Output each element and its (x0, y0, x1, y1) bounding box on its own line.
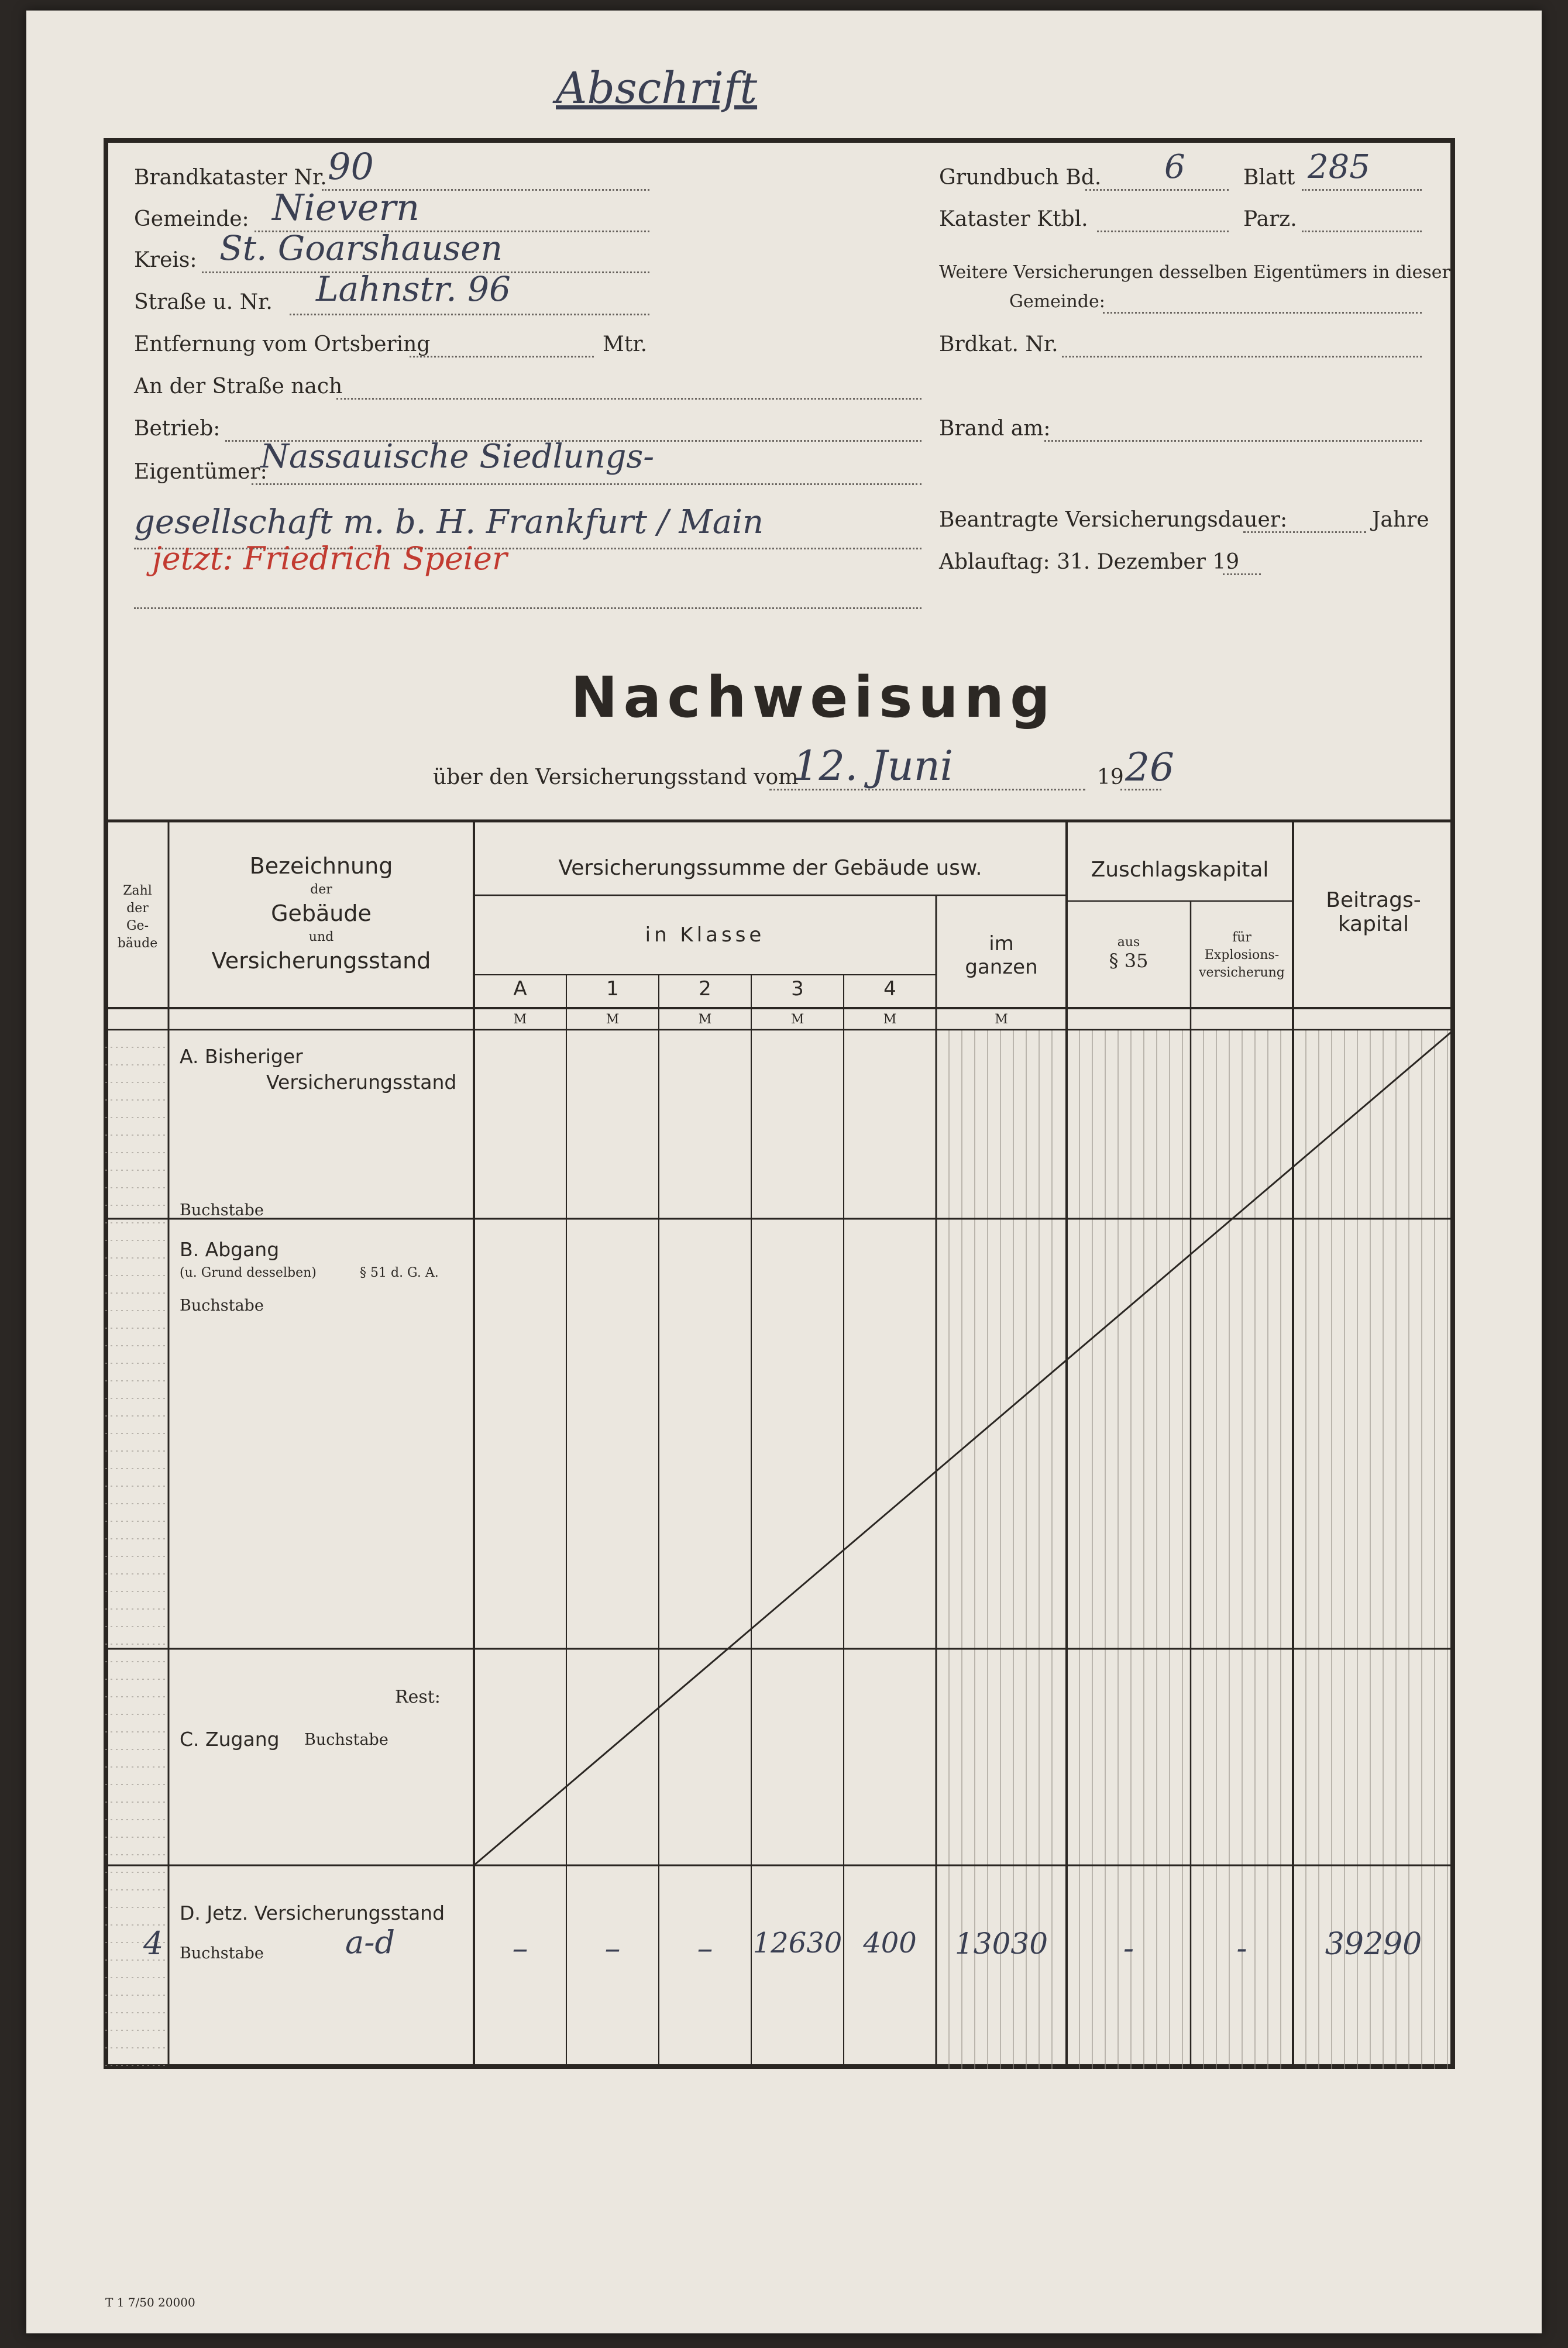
brdkat-label: Brdkat. Nr. (939, 332, 1058, 356)
table-grid (26, 11, 1542, 2333)
klasse-3: 3 (791, 977, 804, 1001)
row-d-beitrag: 39290 (1325, 1927, 1422, 1962)
unit-m-3: M (790, 1012, 804, 1027)
klasse-2: 2 (699, 977, 711, 1001)
aus-35-header: aus § 35 (1109, 935, 1149, 972)
dauer-unit: Jahre (1372, 508, 1429, 532)
unit-m-4: M (883, 1012, 897, 1027)
section-b-para: § 51 d. G. A. (360, 1266, 439, 1280)
dauer-label: Beantragte Versicherungsdauer: (939, 508, 1288, 532)
row-d-A: – (512, 1930, 528, 1967)
section-a-title: A. Bisheriger (180, 1045, 303, 1068)
row-d-k4: 400 (863, 1927, 917, 1959)
brand-label: Brand am: (939, 417, 1051, 441)
unit-m-A: M (513, 1012, 527, 1027)
eigentuemer-label: Eigentümer: (134, 460, 267, 484)
ablauf-label: Ablauftag: 31. Dezember 19 (939, 550, 1240, 574)
entfernung-unit: Mtr. (603, 332, 648, 356)
subtitle-prefix: über den Versicherungsstand vom (433, 765, 799, 789)
row-d-explosion: - (1236, 1930, 1247, 1967)
cancel-diagonal (474, 1030, 1454, 1865)
section-c-title: C. Zugang (180, 1728, 280, 1751)
row-d-k2: – (697, 1930, 713, 1967)
im-ganzen-header: im ganzen (965, 932, 1038, 979)
grundbuch-value: 6 (1164, 148, 1185, 186)
strasse-nach-label: An der Straße nach (134, 374, 343, 398)
section-b-title: B. Abgang (180, 1238, 280, 1261)
strasse-value: Lahnstr. 96 (316, 269, 511, 309)
parz-label: Parz. (1243, 207, 1297, 231)
section-b-buchstabe: Buchstabe (180, 1297, 264, 1315)
blatt-value: 285 (1308, 148, 1370, 186)
in-klasse-header: in Klasse (645, 923, 765, 947)
section-d-title: D. Jetz. Versicherungsstand (180, 1902, 445, 1924)
section-b-sub: (u. Grund desselben) (180, 1266, 317, 1280)
blatt-label: Blatt (1243, 166, 1295, 190)
subtitle-year: 26 (1125, 745, 1174, 790)
document-page (26, 11, 1542, 2333)
betrieb-label: Betrieb: (134, 417, 221, 441)
row-d-im-ganzen: 13030 (954, 1927, 1048, 1961)
weitere-line2: Gemeinde: (1009, 291, 1105, 312)
abschrift-stamp: Abschrift (556, 63, 758, 114)
zuschlagskapital-header: Zuschlagskapital (1091, 858, 1269, 882)
row-d-buchstabe: a-d (345, 1924, 396, 1961)
klasse-4: 4 (883, 977, 896, 1001)
gemeinde-label: Gemeinde: (134, 207, 249, 231)
unit-m-2: M (698, 1012, 712, 1027)
col-zahl-header: Zahl der Ge- bäude (117, 883, 158, 951)
brandkataster-value: 90 (328, 145, 374, 188)
explosion-header: für Explosions- versicherung (1199, 930, 1285, 980)
row-d-k1: – (604, 1930, 621, 1967)
strasse-label: Straße u. Nr. (134, 290, 273, 314)
eigentuemer-line3: jetzt: Friedrich Speier (152, 540, 507, 577)
subtitle-date: 12. Juni (793, 742, 954, 790)
brandkataster-label: Brandkataster Nr. (134, 166, 327, 190)
kreis-label: Kreis: (134, 248, 197, 272)
row-d-zahl: 4 (143, 1925, 164, 1962)
section-a-title2: Versicherungsstand (266, 1071, 457, 1094)
section-a-buchstabe: Buchstabe (180, 1201, 264, 1219)
unit-m-ganzen: M (995, 1012, 1008, 1027)
versicherungssumme-header: Versicherungssumme der Gebäude usw. (558, 856, 982, 880)
section-c-buchstabe: Buchstabe (304, 1731, 388, 1749)
row-d-k3: 12630 (752, 1927, 843, 1959)
document-title: Nachweisung (570, 665, 1056, 730)
footer-print-code: T 1 7/50 20000 (105, 2295, 195, 2309)
grundbuch-label: Grundbuch Bd. (939, 166, 1102, 190)
subtitle-year-prefix: 19 (1097, 765, 1124, 789)
row-d-aus35: - (1123, 1930, 1134, 1967)
kataster-label: Kataster Ktbl. (939, 207, 1088, 231)
section-d-buchstabe: Buchstabe (180, 1944, 264, 1962)
gemeinde-value: Nievern (272, 186, 420, 229)
entfernung-label: Entfernung vom Ortsbering (134, 332, 431, 356)
unit-m-1: M (606, 1012, 620, 1027)
klasse-A: A (513, 977, 527, 1001)
eigentuemer-line2: gesellschaft m. b. H. Frankfurt / Main (134, 503, 764, 541)
eigentuemer-line1: Nassauische Siedlungs- (260, 438, 655, 476)
beitragskapital-header: Beitrags- kapital (1326, 888, 1421, 936)
section-b-rest: Rest: (395, 1687, 441, 1707)
klasse-1: 1 (606, 977, 619, 1001)
weitere-line1: Weitere Versicherungen desselben Eigentümers in dieser (939, 262, 1450, 283)
col-bezeichnung-header: Bezeichnung der Gebäude und Versicherungsstand (211, 853, 431, 974)
kreis-value: St. Goarshausen (219, 228, 503, 268)
